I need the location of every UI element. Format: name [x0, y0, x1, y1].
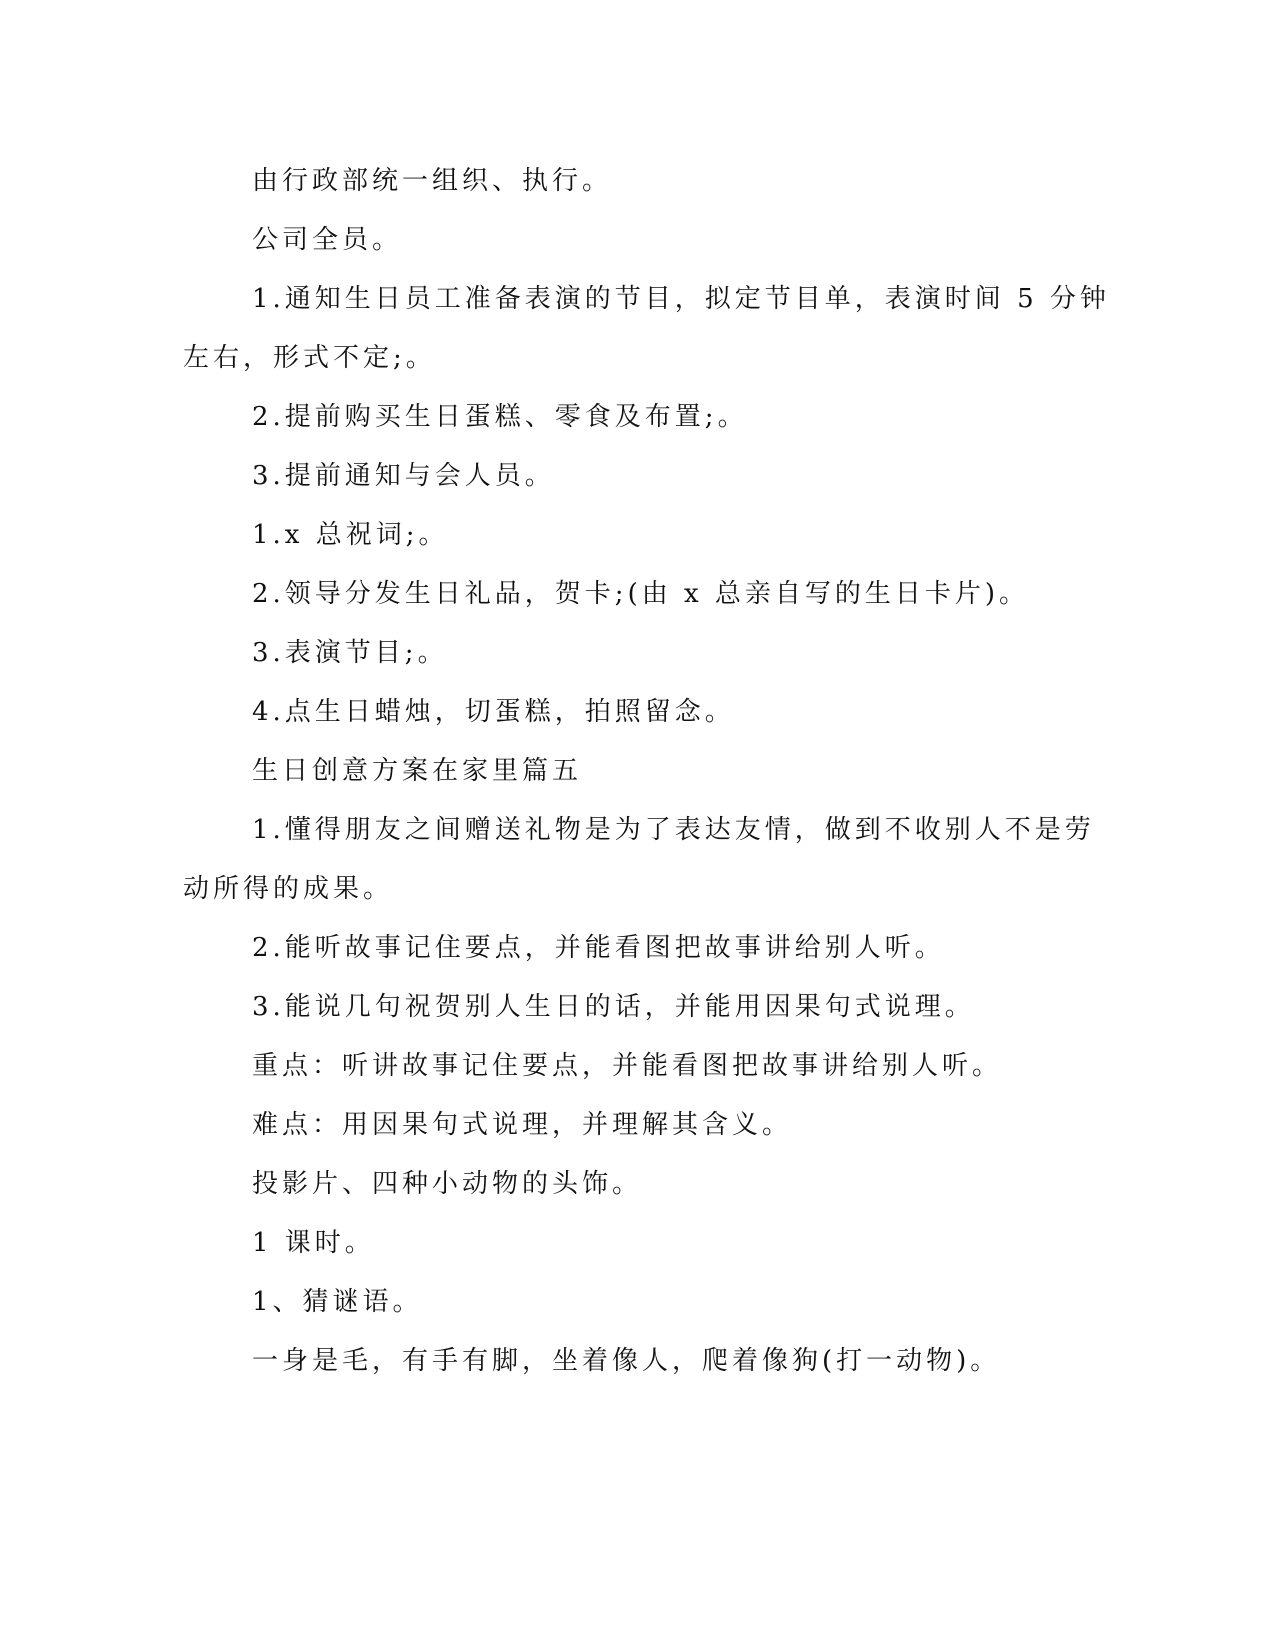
- paragraph-goal-1: 1.懂得朋友之间赠送礼物是为了表达友情，做到不收别人不是劳: [252, 815, 1095, 845]
- paragraph-difficulty: 难点：用因果句式说理，并理解其含义。: [252, 1110, 793, 1140]
- paragraph-materials: 投影片、四种小动物的头饰。: [252, 1169, 643, 1199]
- paragraph-step-1: 1.x 总祝词;。: [252, 520, 449, 550]
- paragraph-activity-1: 1、猜谜语。: [252, 1287, 423, 1317]
- section-heading: 生日创意方案在家里篇五: [252, 756, 583, 786]
- paragraph-step-4: 4.点生日蜡烛，切蛋糕，拍照留念。: [252, 697, 735, 727]
- paragraph-step-3: 3.表演节目;。: [252, 638, 448, 668]
- paragraph-organizer: 由行政部统一组织、执行。: [252, 166, 613, 196]
- paragraph-riddle: 一身是毛，有手有脚，坐着像人，爬着像狗(打一动物)。: [252, 1346, 1001, 1376]
- paragraph-prep-1-cont: 左右，形式不定;。: [183, 343, 436, 373]
- paragraph-goal-1-cont: 动所得的成果。: [183, 874, 394, 904]
- paragraph-goal-3: 3.能说几句祝贺别人生日的话，并能用因果句式说理。: [252, 992, 975, 1022]
- paragraph-duration: 1 课时。: [252, 1228, 375, 1258]
- paragraph-prep-2: 2.提前购买生日蛋糕、零食及布置;。: [252, 402, 748, 432]
- paragraph-goal-2: 2.能听故事记住要点，并能看图把故事讲给别人听。: [252, 933, 945, 963]
- paragraph-prep-1: 1.通知生日员工准备表演的节目，拟定节目单，表演时间 5 分钟: [252, 284, 1110, 314]
- paragraph-step-2: 2.领导分发生日礼品，贺卡;(由 x 总亲自写的生日卡片)。: [252, 579, 1030, 609]
- paragraph-key-point: 重点：听讲故事记住要点，并能看图把故事讲给别人听。: [252, 1051, 1003, 1081]
- paragraph-participants: 公司全员。: [252, 225, 403, 255]
- paragraph-prep-3: 3.提前通知与会人员。: [252, 461, 555, 491]
